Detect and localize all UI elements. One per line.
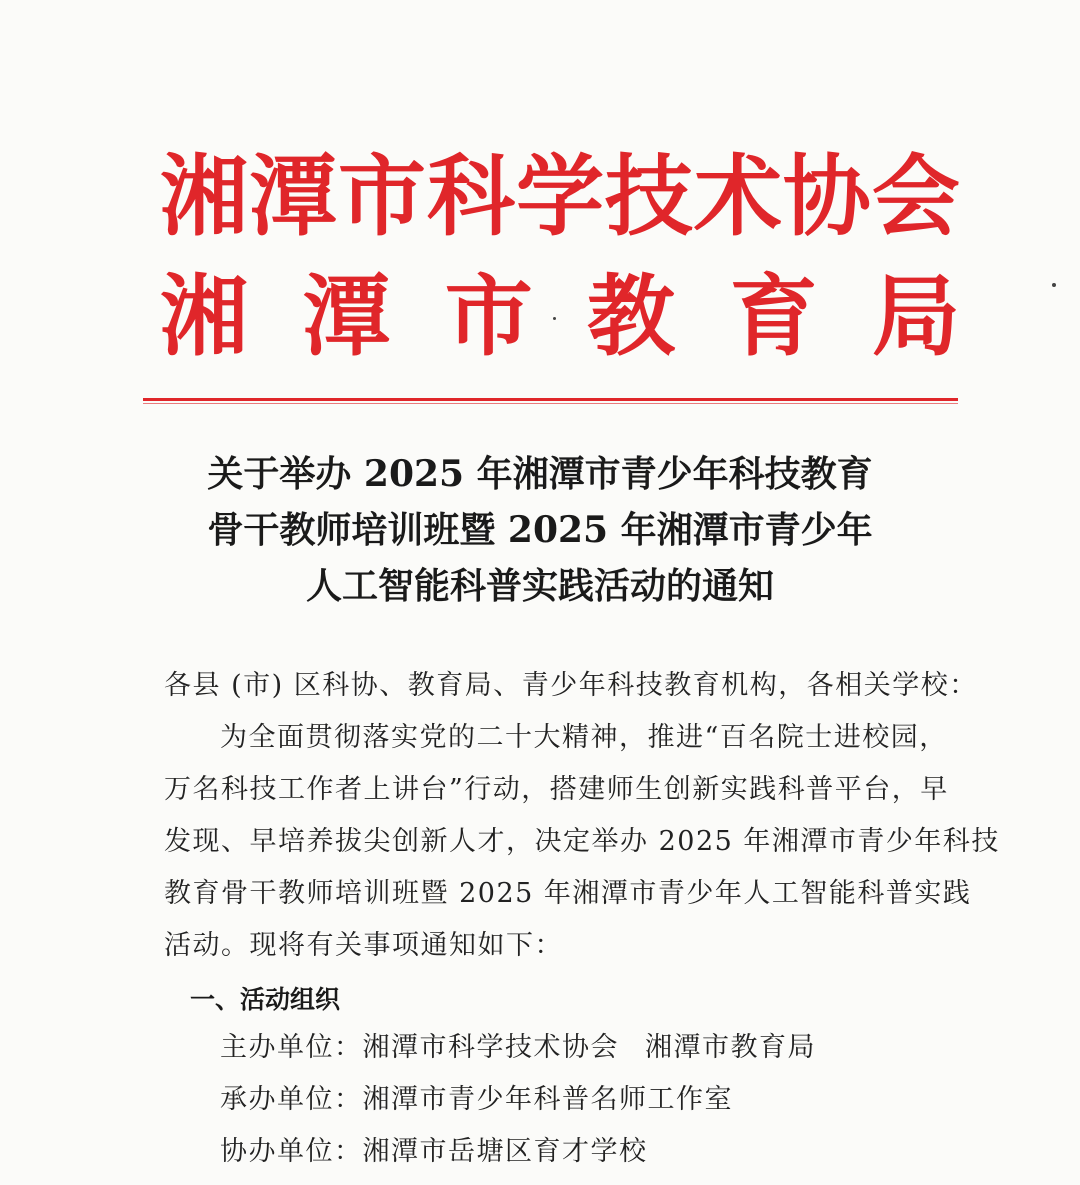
section-heading: 一、活动组织 [190, 985, 341, 1014]
masthead-char: 术 [693, 144, 782, 248]
masthead-char: 湘 [160, 264, 249, 368]
paragraph-line: 万名科技工作者上讲台”行动，搭建师生创新实践科普平台，早 [164, 774, 949, 805]
paragraph-line: 活动。现将有关事项通知如下： [164, 930, 563, 961]
masthead-char: 科 [426, 144, 515, 248]
masthead-char: 会 [871, 144, 960, 248]
host-org-1: 湘潭市科学技术协会 [362, 1032, 619, 1063]
title-line: 关于举办 2025 年湘潭市青少年科技教育 [207, 453, 873, 495]
co-organizer-row [220, 1130, 648, 1174]
masthead-line-1 [160, 144, 960, 248]
red-divider-thin [143, 403, 958, 404]
masthead-char: 潭 [302, 264, 391, 368]
salutation: 各县 (市) 区科协、教育局、青少年科技教育机构，各相关学校： [164, 670, 978, 701]
masthead-char: 育 [729, 264, 818, 368]
organizer-label: 承办单位： [220, 1084, 363, 1115]
host-label: 主办单位： [220, 1032, 363, 1063]
masthead-char: 湘 [160, 144, 249, 248]
intro-paragraph [164, 712, 1000, 972]
masthead-char: 市 [444, 264, 533, 368]
masthead-char: 教 [587, 264, 676, 368]
scan-speck [1052, 283, 1056, 287]
paragraph-line: 教育骨干教师培训班暨 2025 年湘潭市青少年人工智能科普实践 [164, 878, 972, 909]
title-line: 人工智能科普实践活动的通知 [305, 565, 774, 607]
red-divider [143, 398, 958, 401]
paragraph-line: 为全面贯彻落实党的二十大精神，推进“百名院士进校园， [220, 722, 948, 753]
masthead-char: 协 [782, 144, 871, 248]
co-organizer-org: 湘潭市岳塘区育才学校 [362, 1136, 648, 1167]
co-organizer-label: 协办单位： [220, 1136, 363, 1167]
paragraph-line: 发现、早培养拔尖创新人才，决定举办 2025 年湘潭市青少年科技 [164, 826, 1000, 857]
organizer-row [220, 1078, 733, 1122]
host-row [220, 1026, 816, 1070]
title-line: 骨干教师培训班暨 2025 年湘潭市青少年 [207, 509, 873, 551]
masthead-line-2 [160, 264, 960, 368]
masthead-char: 技 [604, 144, 693, 248]
masthead-char: 局 [871, 264, 960, 368]
document-title [140, 446, 940, 614]
host-org-2: 湘潭市教育局 [645, 1032, 816, 1063]
organizer-org: 湘潭市青少年科普名师工作室 [362, 1084, 733, 1115]
masthead-char: 潭 [248, 144, 337, 248]
masthead-char: 市 [337, 144, 426, 248]
masthead-char: 学 [515, 144, 604, 248]
scan-speck [553, 317, 556, 320]
